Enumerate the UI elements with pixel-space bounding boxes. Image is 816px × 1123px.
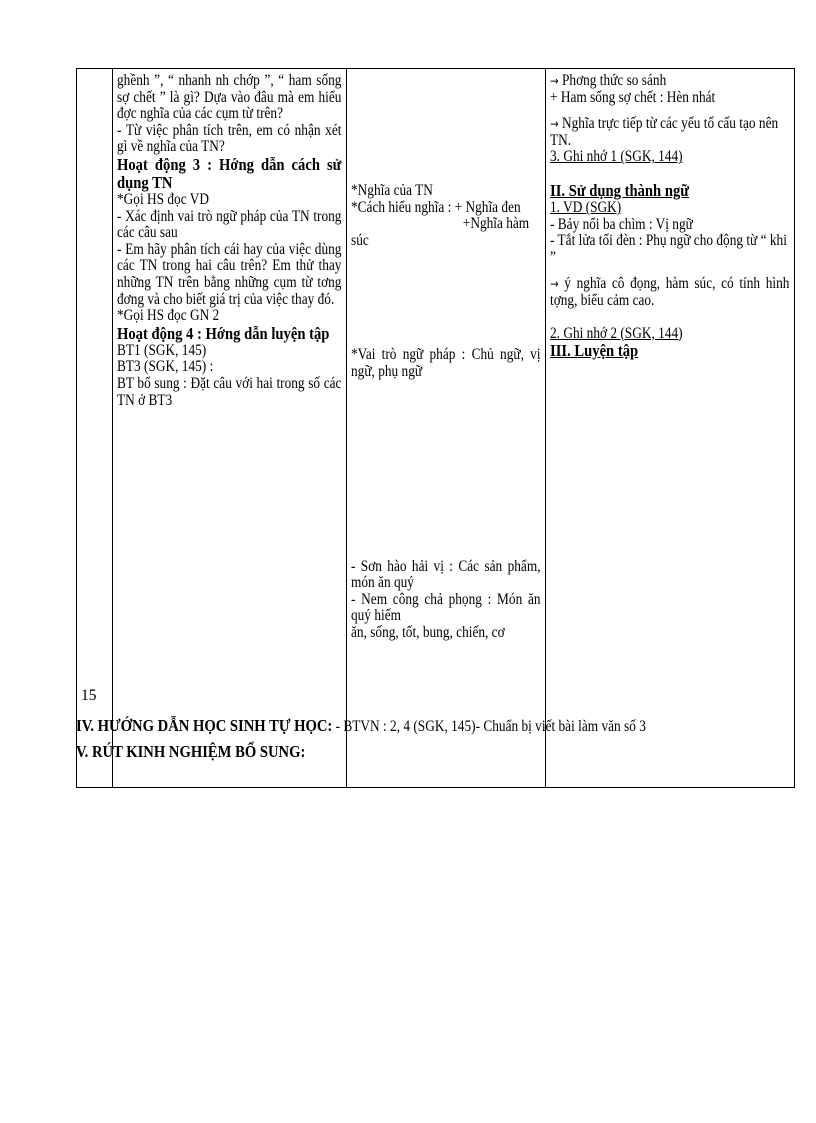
memo-2: 2. Ghi nhớ 2 (SGK, 144) <box>550 324 683 342</box>
content-line-2: + Ham sống sợ chết : Hèn nhát <box>550 88 716 106</box>
week-cell <box>77 69 113 788</box>
experience-line <box>76 742 343 762</box>
activity-item: - Từ việc phân tích trên, em có nhận xét gì về nghĩa của TN? <box>117 121 342 156</box>
meaning-line-1: *Cách hiểu nghĩa : + Nghĩa đen <box>351 198 521 216</box>
experience-heading: V. RÚT KINH NGHIỆM BỔ SUNG: <box>76 742 306 761</box>
activity-item: *Gọi HS đọc GN 2 <box>117 307 220 325</box>
arrow-icon: → <box>550 117 559 132</box>
notes-content <box>351 73 541 642</box>
self-study-line <box>76 716 739 736</box>
content-line-9: → ý nghĩa cô đọng, hàm súc, có tính hình tợng, biểu cảm cao. <box>550 275 790 309</box>
activity-item: Hoạt động 3 : Hớng dẫn cách sử dụng TN <box>117 154 342 192</box>
activity-item: Hoạt động 4 : Hớng dẫn luyện tập <box>117 323 330 343</box>
content-line-8: - Tắt lửa tối đèn : Phụ ngữ cho động từ “ khi ” <box>550 232 787 266</box>
content-cell <box>546 69 795 788</box>
lesson-table <box>76 68 795 788</box>
activity-item: ghềnh ”, “ nhanh nh chớp ”, “ ham sống sợ chết ” là gì? Dựa vào đâu mà em hiểu đợc nghĩa của các cụm từ trên? <box>117 72 342 123</box>
content-line-7: - Bảy nổi ba chìm : Vị ngữ <box>550 215 693 233</box>
activity-item: *Gọi HS đọc VD <box>117 190 209 208</box>
content-line-3: → Nghĩa trực tiếp từ các yếu tố cấu tạo nên TN. <box>550 115 779 149</box>
content-line-1: → Phơng thức so sánh <box>550 72 667 89</box>
section-heading-practice: III. Luyện tập <box>550 341 639 361</box>
activities-list <box>117 73 341 409</box>
meaning-line-3: súc <box>351 231 369 249</box>
arrow-icon: → <box>550 277 559 292</box>
table-row <box>77 69 795 788</box>
self-study-text: - BTVN : 2, 4 (SGK, 145)- Chuẩn bị viết bài làm văn số 3 <box>332 718 646 735</box>
week-number: 15 <box>81 687 97 704</box>
memo-1: 3. Ghi nhớ 1 (SGK, 144) <box>550 148 683 166</box>
example-2: - Nem công chả phọng : Món ăn quý hiếm <box>351 590 541 625</box>
activity-item: - Em hãy phân tích cái hay của việc dùng các TN trong hai câu trên? Em thử thay những TN trên bằng những cụm từ tơng đơng và cho biết giá trị của việc thay đó. <box>117 240 342 308</box>
activity-item: BT1 (SGK, 145) <box>117 341 207 359</box>
arrow-icon: → <box>550 74 559 88</box>
activity-item: BT bổ sung : Đặt câu với hai trong số các TN ở BT3 <box>117 374 342 409</box>
meaning-line-2: +Nghĩa hàm <box>462 215 530 233</box>
grammar-role: *Vai trò ngữ pháp : Chủ ngữ, vị ngữ, phụ ngữ <box>351 346 541 380</box>
example-heading: 1. VD (SGK) <box>550 198 622 216</box>
activity-item: BT3 (SGK, 145) : <box>117 358 214 376</box>
example-3: ăn, sống, tốt, bung, chiến, cơ <box>351 623 505 641</box>
example-1: - Sơn hào hải vị : Các sản phẩm, món ăn quý <box>351 557 541 592</box>
content-list <box>550 73 789 360</box>
activities-cell <box>113 69 347 788</box>
section-heading-usage: II. Sử dụng thành ngữ <box>550 180 690 200</box>
self-study-heading: IV. HƯỚNG DẪN HỌC SINH TỰ HỌC: - BTVN : 2, 4 (SGK, 145)- Chuẩn bị viết bài làm văn số 3 <box>76 716 646 735</box>
meaning-title: *Nghĩa của TN <box>351 182 433 199</box>
notes-cell <box>347 69 546 788</box>
activity-item: - Xác định vai trò ngữ pháp của TN trong các câu sau <box>117 207 342 242</box>
